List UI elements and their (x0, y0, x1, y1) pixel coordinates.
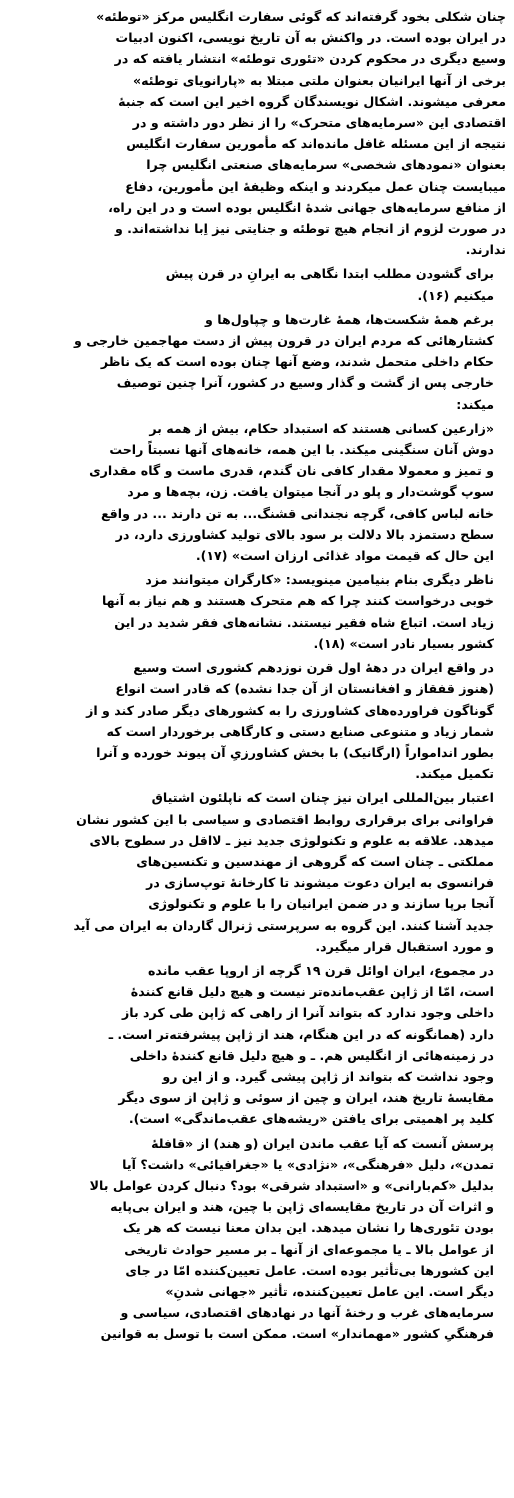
text-line: نتیجه از این مسئله غافل مانده‌اند که مأمورین سفارت انگلیس (126, 136, 506, 152)
text-line: کلید پر اهمیتی برای یافتن «ریشه‌های عقب‌ماندگی» است). (128, 1111, 494, 1127)
text-line: ناظر دیگری بنام بنیامین مینویسد: «کارگران میتوانند مزد (145, 572, 494, 588)
text-line: برای گشودن مطلب ابتدا نگاهی به ایرانِ در قرن پیش (165, 266, 494, 282)
text-line: خارجی پس از گشت و گذار وسیع در کشور، آنرا چنین توصیف (116, 375, 494, 391)
paragraph (8, 960, 506, 1130)
paragraph (8, 1133, 506, 1345)
text-line: میبایست چنان عمل میکردند و اینکه وظیفهٔ این مأمورین، دفاع (125, 178, 506, 194)
text-line: معرفی میشوند. اشکال نویسندگان گروه اخیر این است که جنبهٔ (118, 93, 506, 109)
text-line: است، امّا از ژاپن عقب‌مانده‌تر نیست و هیچ دلیل قانع کنندهٔ (130, 984, 494, 1000)
text-line: این کشورها بی‌تأثیر بوده است. عامل تعیین‌کننده امّا در جای (125, 1262, 494, 1278)
text-line: شمار زیاد و متنوعی صنایع دستی و کارگاهی برخوردار است که (106, 723, 494, 739)
text-line: از منافع سرمایه‌های جهانی شدهٔ انگلیس بوده است و در این راه، (108, 199, 506, 215)
text-line: از عوامل بالا ـ یا مجموعه‌ای از آنها ـ بر مسیر حوادث تاریخی (124, 1241, 494, 1257)
text-line: سرمایه‌های غرب و رخنهٔ آنها در نهادهای اقتصادی، سیاسی و (120, 1305, 494, 1321)
text-line: حکام داخلی متحمل شدند، وضع آنها چنان بوده است که یک ناظر (100, 354, 494, 370)
text-line: داخلی وجود ندارد که بتواند آنرا از راهی که ژاپن طی کرد باز (121, 1005, 494, 1021)
text-line: تکمیل میکند. (415, 766, 494, 782)
paragraph-list (8, 6, 506, 1345)
text-line: «زارعین کسانی هستند که استبداد حکام، بیش از همه بر (149, 420, 494, 436)
text-line: خانه لباس کافی، گرچه نجندانی قشنگ... به تن دارند ... در واقع (100, 505, 494, 521)
text-line: کشور بسیار نادر است» (۱۸). (313, 635, 494, 651)
text-line: برغم همهٔ شکست‌ها، همهٔ غارت‌ها و چپاول‌ها و (205, 311, 494, 327)
text-line: بدلیل «کم‌بارانی» و «استبداد شرقی» بود؟ دنبال کردن عوامل بالا (89, 1177, 494, 1193)
text-line: فرانسوی به ایران دعوت میشوند تا کارخانهٔ توپ‌سازی در (146, 875, 494, 891)
text-line: آنجا برپا سازند و در ضمن ایرانیان را با علوم و تکنولوژی (148, 896, 494, 912)
paragraph (8, 569, 506, 654)
text-line: دیگر است. این عامل تعیین‌کننده، تأثیر «جهانی شدنِ» (165, 1283, 494, 1299)
text-line: وسیع دیگری در محکوم کردن «تئوری توطئه» انتشار یافته که در (114, 51, 506, 67)
text-line: زیاد است. اتباع شاه فقیر نیستند. نشانه‌های فقر شدید در این (114, 614, 494, 630)
paragraph (8, 418, 506, 566)
text-line: دارد (همانگونه که در این هنگام، هند از ژاپن پیشرفته‌تر است. ـ (108, 1026, 494, 1042)
paragraph (8, 657, 506, 784)
paragraph (8, 6, 506, 260)
text-line: میدهد. علاقه به علوم و تکنولوژی جدید نیز ـ لااقل در سطوح بالای (89, 832, 494, 848)
text-line: و تمیز و معمولا مقدار کافی نان گندم، قدری ماست و گاه مقداری (89, 463, 494, 479)
text-line: در صورت لزوم از انجام هیچ توطئه و جنایتی نیز اِبا نداشته‌اند. و (114, 221, 506, 237)
text-line: مقایسهٔ تاریخ هند، ایران و چین از سوئی و ژاپن از سوی دیگر (118, 1090, 494, 1106)
text-line: بودن تئوری‌ها را نشان میدهد. این بدان معنا نیست که هر یک (122, 1220, 494, 1236)
text-line: میکند: (456, 396, 494, 412)
text-line: و اثرات آن در تاریخ مقایسه‌ای ژاپن با چین، هند و ایران بی‌پایه (110, 1199, 494, 1215)
text-line: میکنیم (۱۶). (417, 287, 494, 303)
text-line: و مورد استقبال قرار میگیرد. (315, 938, 494, 954)
text-line: وجود نداشت که بتواند از ژاپن پیشی گیرد. و از این رو (162, 1068, 494, 1084)
text-line: بطور اندامواراً (ارگانیک) با بخش کشاورزیِ آن پیوند خورده و آنرا (96, 744, 494, 760)
text-line: تمدن»، دلیل «فرهنگی»، «نژادی» یا «جغرافیائی» داشت؟ آیا (122, 1156, 494, 1172)
text-line: بعنوان «نمودهای شخصی» سرمایه‌های صنعتی انگلیس چرا (146, 157, 506, 173)
text-line: خوبی درخواست کنند چرا که هم متحرک هستند و هم نیاز به آنها (101, 593, 494, 609)
text-line: اقتصادی این «سرمایه‌های متحرک» را از نظر دور داشته و در (132, 115, 506, 131)
paragraph (8, 787, 506, 957)
text-line: در ایران بوده است. در واکنش به آن تاریخ نویسی، اکنون ادبیات (115, 30, 506, 46)
text-line: فرهنگیِ کشور «مهماندار» است. ممکن است با توسل به قوانین (100, 1326, 494, 1342)
text-line: ندارند. (465, 242, 506, 258)
text-line: فراوانی برای برقراری روابط اقتصادی و سیاسی با این کشور نشان (76, 811, 494, 827)
text-line: مملکتی ـ چنان است که گروهی از مهندسین و تکنسین‌های (136, 853, 494, 869)
text-line: در واقع ایران در دههٔ اول قرن نوزدهم کشوری است وسیع (133, 660, 494, 676)
text-line: پرسش آنست که آیا عقب ماندن ایران (و هند) از «قافلهٔ (151, 1135, 494, 1151)
text-line: این حال که قیمت مواد غذائی ارزان است» (۱۷). (195, 548, 494, 564)
text-line: (هنوز قفقاز و افغانستان از آن جدا نشده) که قادر است انواع (115, 681, 494, 697)
text-line: جدید آشنا کنند. این گروه به سرپرستی ژنرال گاردان به ایران می آید (73, 917, 494, 933)
text-line: چنان شکلی بخود گرفته‌اند که گوئی سفارت انگلیس مرکز «توطئه» (96, 9, 506, 24)
text-line: گوناگون فراورده‌های کشاورزی را به کشورهای دیگر صادر کند و از (86, 702, 494, 718)
paragraph (8, 309, 506, 415)
document-page (8, 6, 506, 1492)
text-line: برخی از آنها ایرانیان بعنوان ملتی مبتلا به «پارانویای توطئه» (133, 72, 506, 88)
text-line: سوپ گوشت‌دار و پلو در آنجا میتوان یافت. زن، بچه‌ها و مرد (127, 484, 494, 500)
text-line: سطح دستمزد بالا دلالت بر سود بالای تولید کشاورزی دارد، در (115, 526, 494, 542)
text-line: دوش آنان سنگینی میکند. با این همه، خانه‌های آنها نسبتاً راحت (109, 442, 494, 458)
text-line: در مجموع، ایران اوائل قرن ۱۹ گرچه از اروپا عقب مانده (147, 962, 494, 978)
text-line: در زمینه‌هائی از انگلیس هم. ـ و هیچ دلیل قانع کنندهٔ داخلی (129, 1047, 494, 1063)
text-line: اعتبار بین‌المللی ایران نیز چنان است که ناپلئون اشتیاق (151, 790, 494, 806)
text-line: کشتارهائی که مردم ایران در قرون پیش از دست مهاجمین خارجی و (74, 333, 494, 349)
paragraph (8, 263, 506, 305)
